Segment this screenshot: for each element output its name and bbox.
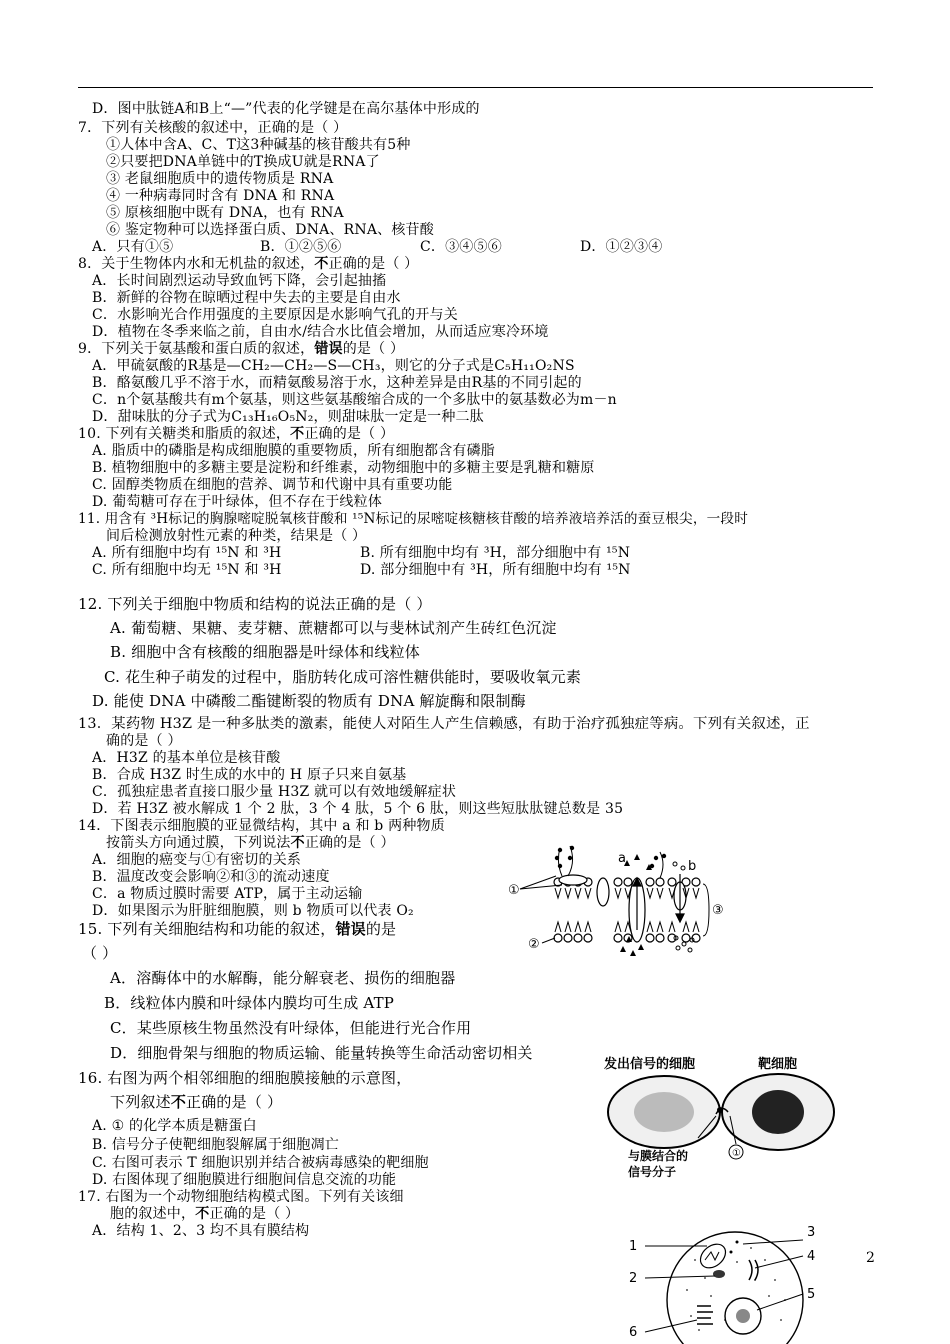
q7-statement-1: ①人体中含A、C、T这3种碱基的核苷酸共有5种 bbox=[106, 137, 411, 153]
fig14-label-1: ① bbox=[508, 883, 520, 898]
fig17-label-5: 5 bbox=[807, 1287, 816, 1302]
q7-option-a: A．只有①⑤ bbox=[92, 239, 174, 255]
question-11-line-1: 11. 用含有 ³H标记的胸腺嘧啶脱氧核苷酸和 ¹⁵N标记的尿嘧啶核糖核苷酸的培养液培养活的蚕豆根尖，一段时 bbox=[78, 511, 749, 527]
q13-option-b: B．合成 H3Z 时生成的水中的 H 原子只来自氨基 bbox=[92, 767, 407, 783]
question-15: 15. 下列有关细胞结构和功能的叙述，错误的是 bbox=[78, 920, 397, 938]
q9-option-b: B．酪氨酸几乎不溶于水，而精氨酸易溶于水，这种差异是由R基的不同引起的 bbox=[92, 375, 582, 391]
header-rule bbox=[78, 87, 873, 88]
fig14-label-a: a bbox=[618, 851, 626, 866]
q12-option-d: D. 能使 DNA 中磷酸二酯键断裂的物质有 DNA 解旋酶和限制酶 bbox=[92, 692, 526, 710]
q8-option-b: B．新鲜的谷物在晾晒过程中失去的主要是自由水 bbox=[92, 290, 401, 306]
q7-option-d: D．①②③④ bbox=[580, 239, 663, 255]
q12-option-b: B. 细胞中含有核酸的细胞器是叶绿体和线粒体 bbox=[110, 643, 420, 661]
q14-option-a: A．细胞的癌变与①有密切的关系 bbox=[92, 852, 302, 868]
membrane-diagram bbox=[500, 840, 740, 960]
q13-option-c: C．孤独症患者直接口服少量 H3Z 就可以有效地缓解症状 bbox=[92, 784, 457, 800]
animal-cell-diagram bbox=[625, 1220, 830, 1344]
question-9: 9．下列关于氨基酸和蛋白质的叙述，错误的是（ ） bbox=[78, 341, 405, 357]
fig16-caption-2: 信号分子 bbox=[628, 1165, 677, 1179]
q17-option-a: A．结构 1、2、3 均不具有膜结构 bbox=[92, 1223, 310, 1239]
q11-option-b: B. 所有细胞中均有 ³H，部分细胞中有 ¹⁵N bbox=[360, 545, 631, 561]
q7-statement-5: ⑤ 原核细胞中既有 DNA，也有 RNA bbox=[106, 205, 344, 221]
q7-option-b: B．①②⑤⑥ bbox=[260, 239, 342, 255]
cell-signal-diagram bbox=[598, 1052, 838, 1182]
q11-option-c: C. 所有细胞中均无 ¹⁵N 和 ³H bbox=[92, 562, 282, 578]
q16-option-c: C. 右图可表示 T 细胞识别并结合被病毒感染的靶细胞 bbox=[92, 1155, 429, 1171]
q12-option-a: A. 葡萄糖、果糖、麦芽糖、蔗糖都可以与斐林试剂产生砖红色沉淀 bbox=[110, 619, 557, 637]
q8-option-c: C．水影响光合作用强度的主要原因是水影响气孔的开与关 bbox=[92, 307, 458, 323]
q10-option-a: A. 脂质中的磷脂是构成细胞膜的重要物质，所有细胞都含有磷脂 bbox=[92, 443, 496, 459]
q11-option-a: A. 所有细胞中均有 ¹⁵N 和 ³H bbox=[92, 545, 282, 561]
q9-option-d: D．甜味肽的分子式为C₁₃H₁₆O₅N₂，则甜味肽一定是一种二肽 bbox=[92, 409, 484, 425]
q10-option-d: D. 葡萄糖可存在于叶绿体，但不存在于线粒体 bbox=[92, 494, 383, 510]
q10-option-b: B. 植物细胞中的多糖主要是淀粉和纤维素，动物细胞中的多糖主要是乳糖和糖原 bbox=[92, 460, 595, 476]
q15-answer-paren: （ ） bbox=[82, 944, 118, 962]
fig17-label-3: 3 bbox=[807, 1225, 816, 1240]
fig16-sender-label: 发出信号的细胞 bbox=[604, 1057, 696, 1072]
q14-option-b: B．温度改变会影响②和③的流动速度 bbox=[92, 869, 330, 885]
q16-option-a: A. ① 的化学本质是糖蛋白 bbox=[92, 1118, 257, 1134]
q11-option-d: D. 部分细胞中有 ³H，所有细胞中均有 ¹⁵N bbox=[360, 562, 631, 578]
question-16-line-1: 16. 右图为两个相邻细胞的细胞膜接触的示意图， bbox=[78, 1069, 412, 1087]
q9-option-a: A．甲硫氨酸的R基是—CH₂—CH₂—S—CH₃，则它的分子式是C₅H₁₁O₂NS bbox=[92, 358, 575, 374]
q7-option-c: C．③④⑤⑥ bbox=[420, 239, 502, 255]
q6-option-d: D．图中肽链A和B上“—”代表的化学键是在高尔基体中形成的 bbox=[92, 101, 480, 117]
question-11-line-2: 间后检测放射性元素的种类，结果是（ ） bbox=[106, 528, 367, 544]
page-number: 2 bbox=[866, 1250, 875, 1266]
fig16-target-label: 靶细胞 bbox=[758, 1057, 798, 1072]
q15-option-b: B．线粒体内膜和叶绿体内膜均可生成 ATP bbox=[104, 994, 395, 1012]
fig17-label-4: 4 bbox=[807, 1249, 816, 1264]
q8-option-a: A．长时间剧烈运动导致血钙下降，会引起抽搐 bbox=[92, 273, 387, 289]
question-14-line-1: 14．下图表示细胞膜的亚显微结构，其中 a 和 b 两种物质 bbox=[78, 818, 445, 834]
q15-option-d: D．细胞骨架与细胞的物质运输、能量转换等生命活动密切相关 bbox=[110, 1044, 533, 1062]
q7-statement-4: ④ 一种病毒同时含有 DNA 和 RNA bbox=[106, 188, 335, 204]
fig17-label-6: 6 bbox=[629, 1325, 638, 1340]
q9-option-c: C．n个氨基酸共有m个氨基，则这些氨基酸缩合成的一个多肽中的氨基数必为m－n bbox=[92, 392, 617, 408]
q14-option-d: D．如果图示为肝脏细胞膜，则 b 物质可以代表 O₂ bbox=[92, 903, 414, 919]
q15-option-a: A．溶酶体中的水解酶，能分解衰老、损伤的细胞器 bbox=[110, 969, 456, 987]
q14-option-c: C．a 物质过膜时需要 ATP，属于主动运输 bbox=[92, 886, 363, 902]
q16-option-d: D. 右图体现了细胞膜进行细胞间信息交流的功能 bbox=[92, 1172, 397, 1188]
q7-statement-3: ③ 老鼠细胞质中的遗传物质是 RNA bbox=[106, 171, 334, 187]
fig16-label-1: ① bbox=[732, 1148, 741, 1159]
q7-statement-2: ②只要把DNA单链中的T换成U就是RNA了 bbox=[106, 154, 380, 170]
q13-option-d: D．若 H3Z 被水解成 1 个 2 肽，3 个 4 肽，5 个 6 肽，则这些短肽肽键总数是 35 bbox=[92, 801, 624, 817]
fig14-label-2: ② bbox=[528, 937, 540, 952]
question-7: 7．下列有关核酸的叙述中，正确的是（ ） bbox=[78, 120, 348, 136]
question-10: 10. 下列有关糖类和脂质的叙述，不正确的是（ ） bbox=[78, 426, 395, 442]
question-17-line-1: 17. 右图为一个动物细胞结构模式图。下列有关该细 bbox=[78, 1189, 404, 1205]
q10-option-c: C. 固醇类物质在细胞的营养、调节和代谢中具有重要功能 bbox=[92, 477, 453, 493]
fig14-label-3: ③ bbox=[712, 903, 724, 918]
question-16-line-2: 下列叙述不正确的是（ ） bbox=[110, 1093, 283, 1111]
fig16-caption-1: 与膜结合的 bbox=[628, 1149, 689, 1163]
fig17-label-1: 1 bbox=[629, 1239, 638, 1254]
question-12: 12. 下列关于细胞中物质和结构的说法正确的是（ ） bbox=[78, 595, 432, 613]
question-13-line-1: 13．某药物 H3Z 是一种多肽类的激素，能使人对陌生人产生信赖感，有助于治疗孤独症等病。下列有关叙述，正 bbox=[78, 716, 810, 732]
question-13-line-2: 确的是（ ） bbox=[106, 733, 182, 749]
fig14-label-b: b bbox=[688, 859, 697, 874]
q7-statement-6: ⑥ 鉴定物种可以选择蛋白质、DNA、RNA、核苷酸 bbox=[106, 222, 434, 238]
q8-option-d: D．植物在冬季来临之前，自由水/结合水比值会增加，从而适应寒冷环境 bbox=[92, 324, 549, 340]
q13-option-a: A．H3Z 的基本单位是核苷酸 bbox=[92, 750, 281, 766]
q12-option-c: C. 花生种子萌发的过程中，脂肪转化成可溶性糖供能时，要吸收氧元素 bbox=[104, 668, 582, 686]
question-17-line-2: 胞的叙述中，不正确的是（ ） bbox=[110, 1206, 300, 1222]
question-8: 8．关于生物体内水和无机盐的叙述，不正确的是（ ） bbox=[78, 256, 419, 272]
fig17-label-2: 2 bbox=[629, 1271, 638, 1286]
question-14-line-2: 按箭头方向通过膜，下列说法不正确的是（ ） bbox=[106, 835, 395, 851]
q15-option-c: C．某些原核生物虽然没有叶绿体，但能进行光合作用 bbox=[110, 1019, 472, 1037]
q16-option-b: B. 信号分子使靶细胞裂解属于细胞凋亡 bbox=[92, 1137, 339, 1153]
